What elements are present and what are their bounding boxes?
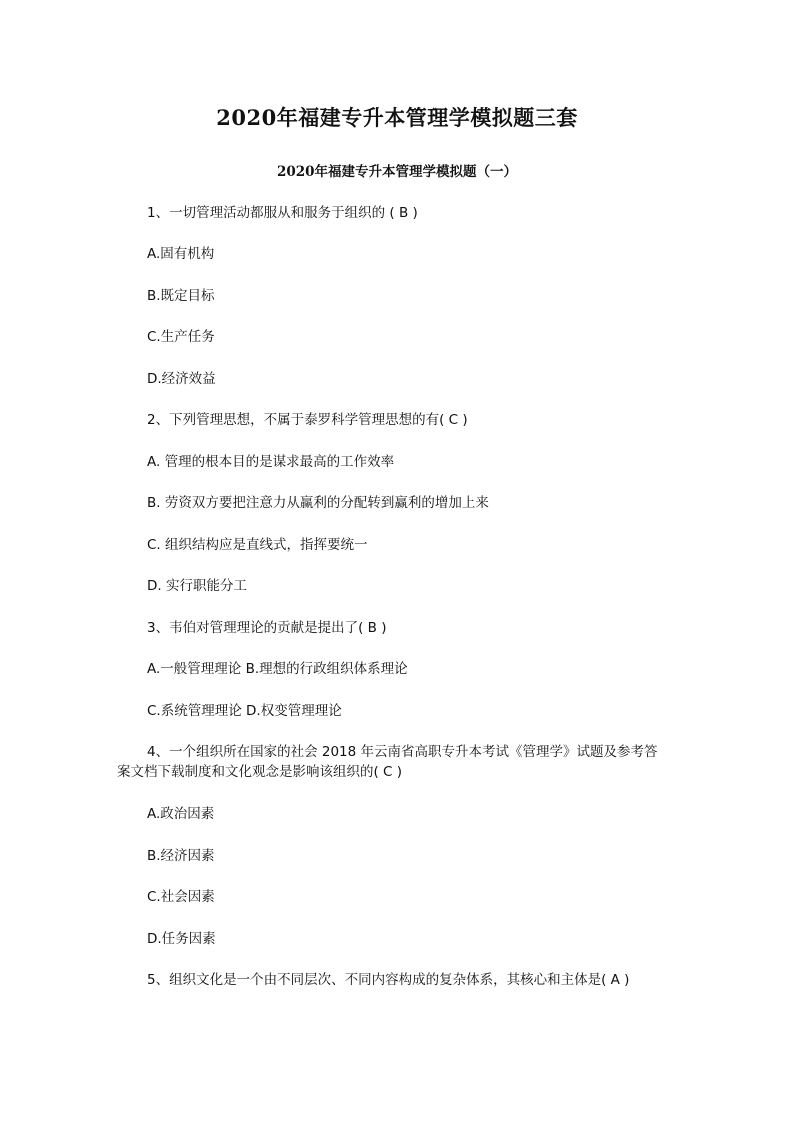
option-2d: D. 实行职能分工 <box>147 578 247 594</box>
question-4-line-1: 4、一个组织所在国家的社会 2018 年云南省高职专升本考试《管理学》试题及参考答 <box>147 744 658 760</box>
option-3ab: A.一般管理理论 B.理想的行政组织体系理论 <box>147 661 408 677</box>
document-subtitle: 2020年福建专升本管理学模拟题（一） <box>276 164 518 180</box>
question-4 <box>117 742 679 782</box>
option-4b: B.经济因素 <box>147 848 215 864</box>
option-2b: B. 劳资双方要把注意力从赢利的分配转到赢利的增加上来 <box>147 495 489 511</box>
option-1a: A.固有机构 <box>147 246 215 262</box>
option-2c: C. 组织结构应是直线式，指挥要统一 <box>147 537 368 553</box>
option-1b: B.既定目标 <box>147 288 215 304</box>
question-2: 2、下列管理思想，不属于泰罗科学管理思想的有( C ) <box>147 412 468 428</box>
option-2a: A. 管理的根本目的是谋求最高的工作效率 <box>147 454 395 470</box>
question-1: 1、一切管理活动都服从和服务于组织的 ( B ) <box>147 205 418 221</box>
option-1d: D.经济效益 <box>147 371 216 387</box>
question-4-line-2: 案文档下载制度和文化观念是影响该组织的( C ) <box>117 764 403 780</box>
question-3: 3、韦伯对管理理论的贡献是提出了( B ) <box>147 620 387 636</box>
option-4c: C.社会因素 <box>147 889 215 905</box>
option-4d: D.任务因素 <box>147 931 216 947</box>
option-3cd: C.系统管理理论 D.权变管理理论 <box>147 703 342 719</box>
question-5: 5、组织文化是一个由不同层次、不同内容构成的复杂体系，其核心和主体是( A ) <box>147 972 630 988</box>
option-4a: A.政治因素 <box>147 806 215 822</box>
document-title: 2020年福建专升本管理学模拟题三套 <box>216 105 578 130</box>
option-1c: C.生产任务 <box>147 329 215 345</box>
